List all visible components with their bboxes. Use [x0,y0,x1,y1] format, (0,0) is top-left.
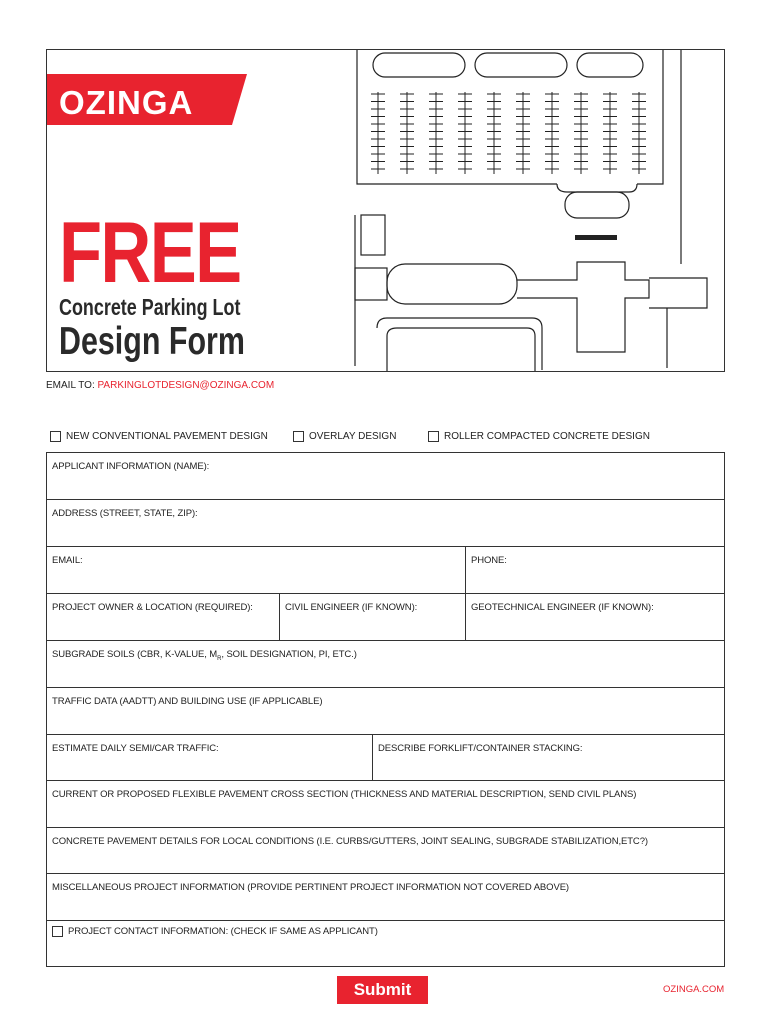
field-semi-car-traffic[interactable] [47,735,373,780]
project-form [46,452,725,967]
option-overlay[interactable] [293,431,396,442]
checkbox-same-as-applicant[interactable] [52,926,63,937]
field-label: ADDRESS (STREET, STATE, ZIP): [52,508,198,519]
field-applicant[interactable] [47,453,724,500]
title-free: FREE [59,205,241,301]
field-label: DESCRIBE FORKLIFT/CONTAINER STACKING: [378,743,583,754]
field-subgrade-soils[interactable] [47,641,724,688]
email-label: EMAIL TO: [46,380,98,391]
field-address[interactable] [47,500,724,547]
field-label: SUBGRADE SOILS (CBR, K-VALUE, $M_R$, SOIL DESIGNATION, PI, ETC.) [52,649,357,662]
title-line-1: Concrete Parking Lot [59,294,241,320]
field-phone[interactable] [466,547,724,593]
field-owner[interactable] [47,594,280,640]
option-new-conventional[interactable] [50,431,268,442]
field-label: CURRENT OR PROPOSED FLEXIBLE PAVEMENT CROSS SECTION (THICKNESS AND MATERIAL DESCRIPTION, SEND CIVIL PLANS) [52,789,637,800]
field-geotechnical-engineer[interactable] [466,594,724,640]
option-label: ROLLER COMPACTED CONCRETE DESIGN [444,431,650,443]
field-label: PHONE: [471,555,507,566]
parking-lot-plan-illustration [347,50,725,372]
field-label: PROJECT OWNER & LOCATION (REQUIRED): [52,602,253,613]
field-flexible-pavement[interactable] [47,781,724,828]
checkbox-new-conventional[interactable] [50,431,61,442]
field-label: APPLICANT INFORMATION (NAME): [52,461,210,472]
field-label: ESTIMATE DAILY SEMI/CAR TRAFFIC: [52,743,219,754]
field-forklift-stacking[interactable] [373,735,724,780]
field-label: MISCELLANEOUS PROJECT INFORMATION (PROVIDE PERTINENT PROJECT INFORMATION NOT COVERED ABOVE) [52,882,569,893]
option-roller-compacted[interactable] [428,431,650,442]
field-email[interactable] [47,547,466,593]
email-address-link[interactable]: PARKINGLOTDESIGN@OZINGA.COM [97,380,275,391]
checkbox-overlay[interactable] [293,431,304,442]
field-label: CONCRETE PAVEMENT DETAILS FOR LOCAL CONDITIONS (I.E. CURBS/GUTTERS, JOINT SEALING, SUBGRADE STABILIZATION,ETC?) [52,836,648,847]
field-project-contact[interactable] [47,921,724,966]
website-link[interactable]: OZINGA.COM [663,984,725,995]
row-owner-engineers [47,594,724,641]
email-instruction [46,380,274,391]
field-label: TRAFFIC DATA (AADTT) AND BUILDING USE (IF APPLICABLE) [52,696,323,707]
submit-button[interactable]: Submit [337,976,428,1004]
checkbox-roller-compacted[interactable] [428,431,439,442]
row-traffic-forklift [47,735,724,781]
field-label: EMAIL: [52,555,83,566]
header-banner [46,49,725,372]
title-line-2: Design Form [59,320,245,363]
field-civil-engineer[interactable] [280,594,466,640]
field-label: PROJECT CONTACT INFORMATION: (CHECK IF SAME AS APPLICANT) [52,926,378,937]
row-email-phone [47,547,724,594]
option-label: OVERLAY DESIGN [309,431,397,443]
field-label: CIVIL ENGINEER (IF KNOWN): [285,602,418,613]
option-label: NEW CONVENTIONAL PAVEMENT DESIGN [66,431,268,443]
field-concrete-details[interactable] [47,828,724,874]
field-misc-info[interactable] [47,874,724,921]
svg-text:OZINGA: OZINGA [59,84,194,121]
ozinga-logo [47,74,247,125]
field-traffic-data[interactable] [47,688,724,735]
field-label: GEOTECHNICAL ENGINEER (IF KNOWN): [471,602,654,613]
